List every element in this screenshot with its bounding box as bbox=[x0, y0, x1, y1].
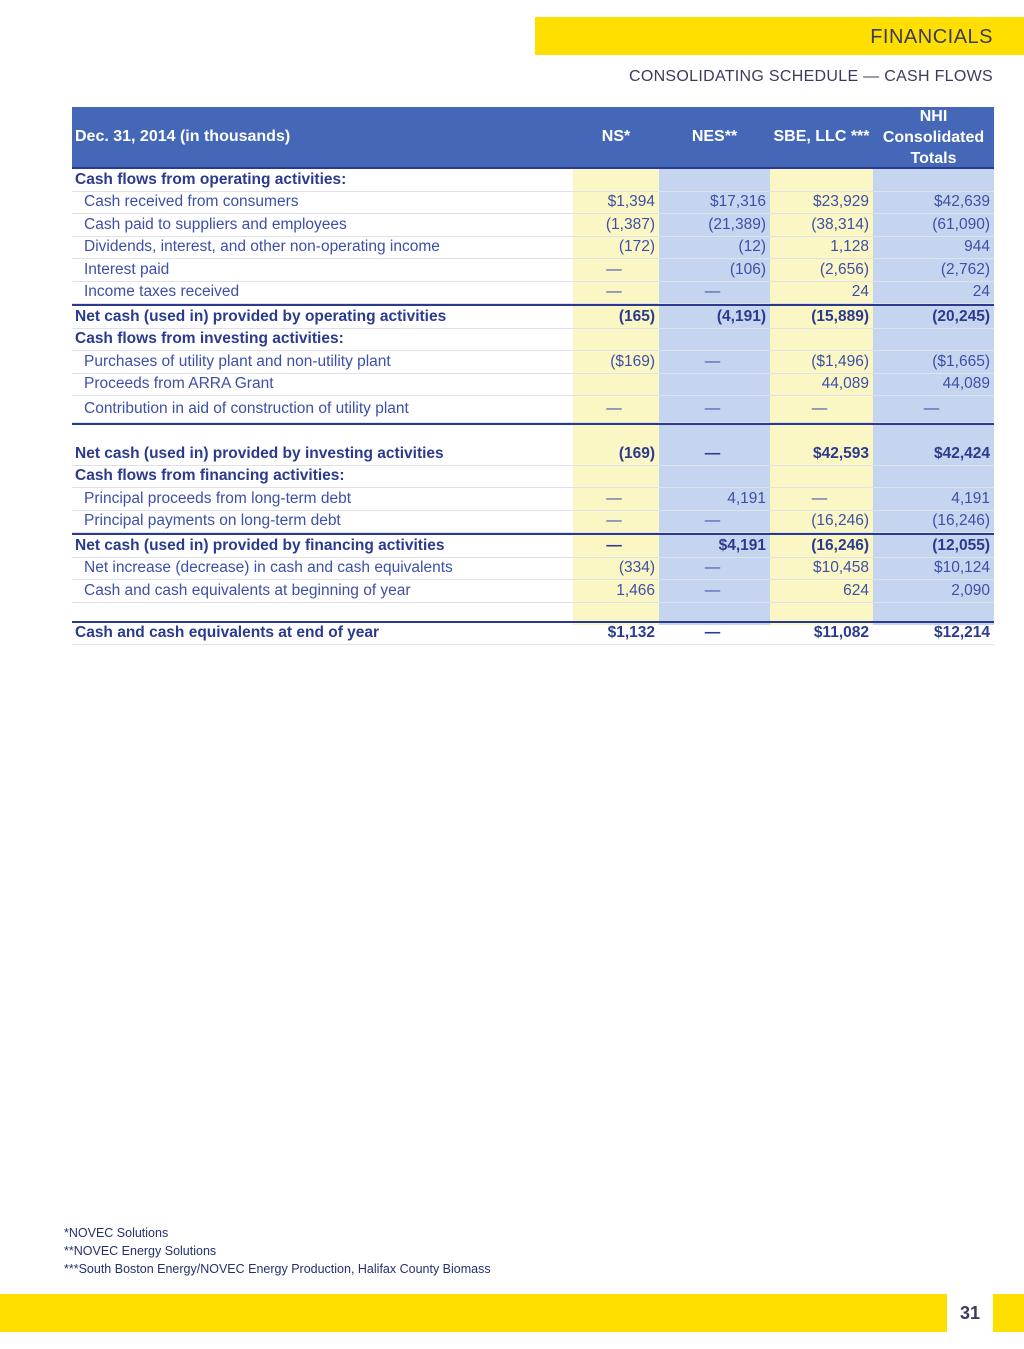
cell-nhi: $42,424 bbox=[933, 444, 990, 462]
table-row bbox=[72, 396, 994, 423]
table-row-total bbox=[72, 304, 994, 329]
table-row bbox=[72, 580, 994, 603]
cell-sbe: (16,246) bbox=[811, 536, 869, 554]
row-label: Cash paid to suppliers and employees bbox=[84, 215, 347, 233]
table-row bbox=[72, 351, 994, 374]
header-nes: NES** bbox=[691, 128, 738, 145]
row-label: Cash flows from operating activities: bbox=[75, 170, 347, 188]
table-row bbox=[72, 558, 994, 581]
row-label: Contribution in aid of construction of utility plant bbox=[84, 400, 409, 417]
table-row bbox=[72, 282, 994, 305]
cell-nhi: 24 bbox=[972, 283, 990, 301]
cell-ns: (1,387) bbox=[605, 215, 655, 233]
cell-nhi: $10,124 bbox=[933, 559, 990, 577]
table-row bbox=[72, 329, 994, 352]
cell-sbe: $42,593 bbox=[812, 444, 869, 462]
row-label: Purchases of utility plant and non-utility plant bbox=[84, 352, 391, 370]
cell-nhi: (2,762) bbox=[940, 260, 990, 278]
row-label: Net increase (decrease) in cash and cash equivalents bbox=[84, 559, 453, 577]
cell-nhi: 4,191 bbox=[951, 489, 990, 507]
cell-ns: ($169) bbox=[610, 352, 655, 370]
table-row bbox=[72, 259, 994, 282]
table-row bbox=[72, 214, 994, 237]
cell-nes: $4,191 bbox=[718, 536, 766, 554]
cell-ns: (172) bbox=[618, 238, 655, 256]
footer-accent-bar bbox=[0, 1294, 1024, 1332]
row-label: Cash flows from financing activities: bbox=[75, 467, 345, 485]
row-label: Net cash (used in) provided by investing activities bbox=[75, 444, 444, 462]
footnotes bbox=[64, 1224, 491, 1278]
cell-sbe: $11,082 bbox=[813, 624, 869, 642]
cell-ns: — bbox=[606, 489, 622, 507]
header-nhi-line1: NHI bbox=[919, 107, 948, 125]
section-spacer bbox=[72, 603, 994, 621]
table-row-total bbox=[72, 621, 994, 646]
section-divider bbox=[72, 423, 994, 443]
cell-sbe: (38,314) bbox=[811, 215, 869, 233]
cell-sbe: (16,246) bbox=[811, 512, 869, 530]
cell-ns: (169) bbox=[618, 444, 655, 462]
header-nhi-consolidated bbox=[873, 107, 994, 167]
table-row-total bbox=[72, 533, 994, 558]
cell-nes: (21,389) bbox=[708, 215, 766, 233]
cell-ns: — bbox=[606, 536, 622, 554]
footnote: *NOVEC Solutions bbox=[64, 1226, 169, 1240]
header-sbe: SBE, LLC *** bbox=[773, 128, 870, 145]
section-title: FINANCIALS bbox=[870, 26, 993, 48]
table-header bbox=[72, 107, 994, 169]
cell-ns: (165) bbox=[618, 307, 655, 325]
row-label: Cash received from consumers bbox=[84, 193, 299, 211]
row-label: Cash and cash equivalents at beginning of year bbox=[84, 581, 411, 599]
table-row bbox=[72, 192, 994, 215]
row-label: Cash flows from investing activities: bbox=[75, 330, 344, 348]
cell-nes: (106) bbox=[729, 260, 766, 278]
row-label: Interest paid bbox=[84, 260, 170, 278]
cell-ns: — bbox=[606, 260, 622, 278]
cell-nhi: 44,089 bbox=[942, 375, 990, 393]
cell-nhi: (12,055) bbox=[932, 536, 990, 554]
cell-nes: — bbox=[704, 559, 721, 577]
cell-nhi: (20,245) bbox=[932, 307, 990, 325]
cell-nhi: (61,090) bbox=[932, 215, 990, 233]
header-ns: NS* bbox=[601, 128, 631, 145]
cell-nhi: 2,090 bbox=[951, 581, 990, 599]
row-label: Proceeds from ARRA Grant bbox=[84, 375, 274, 393]
cell-sbe: (2,656) bbox=[819, 260, 869, 278]
cell-nhi: $12,214 bbox=[933, 624, 990, 642]
cell-nes: (4,191) bbox=[716, 307, 766, 325]
cell-nhi: ($1,665) bbox=[932, 352, 990, 370]
row-label: Dividends, interest, and other non-operating income bbox=[84, 238, 440, 256]
footnote: ***South Boston Energy/NOVEC Energy Production, Halifax County Biomass bbox=[64, 1262, 491, 1276]
table-row-total bbox=[72, 443, 994, 466]
table-row bbox=[72, 466, 994, 489]
cell-nes: — bbox=[704, 400, 721, 417]
table-row bbox=[72, 237, 994, 260]
cell-nes: $17,316 bbox=[709, 193, 766, 211]
table-row bbox=[72, 511, 994, 534]
cell-ns: — bbox=[606, 283, 622, 301]
cell-sbe: $23,929 bbox=[812, 193, 869, 211]
footnote: **NOVEC Energy Solutions bbox=[64, 1244, 217, 1258]
table-row bbox=[72, 169, 994, 192]
cell-sbe: 44,089 bbox=[821, 375, 869, 393]
cell-sbe: (15,889) bbox=[811, 307, 869, 325]
page-number: 31 bbox=[947, 1294, 993, 1332]
row-label: Net cash (used in) provided by financing activities bbox=[75, 536, 445, 554]
cell-nes: — bbox=[704, 512, 721, 530]
cell-sbe: — bbox=[811, 489, 828, 507]
cell-nes: (12) bbox=[738, 238, 766, 256]
cell-ns: $1,132 bbox=[607, 624, 655, 642]
cell-ns: $1,394 bbox=[607, 193, 655, 211]
cell-sbe: — bbox=[811, 400, 828, 417]
cell-nhi: (16,246) bbox=[932, 512, 990, 530]
cell-ns: (334) bbox=[618, 559, 655, 577]
cell-nes: — bbox=[704, 283, 721, 301]
cell-nes: 4,191 bbox=[727, 489, 766, 507]
header-period-label: Dec. 31, 2014 (in thousands) bbox=[75, 128, 291, 145]
cell-nes: — bbox=[704, 581, 721, 599]
cell-nhi: — bbox=[923, 400, 940, 417]
cell-nes: — bbox=[704, 624, 721, 642]
header-nhi-line2: Consolidated bbox=[882, 128, 985, 146]
table-row bbox=[72, 374, 994, 397]
page-subtitle: CONSOLIDATING SCHEDULE — CASH FLOWS bbox=[628, 68, 993, 85]
cell-sbe: 1,128 bbox=[830, 238, 869, 256]
cell-ns: — bbox=[606, 400, 622, 417]
cell-sbe: 24 bbox=[851, 283, 869, 301]
cell-nes: — bbox=[704, 444, 721, 462]
cell-nhi: 944 bbox=[964, 238, 990, 256]
cell-nes: — bbox=[704, 352, 721, 370]
table-row bbox=[72, 488, 994, 511]
cell-sbe: 624 bbox=[843, 581, 869, 599]
cell-ns: 1,466 bbox=[616, 581, 655, 599]
row-label: Principal payments on long-term debt bbox=[84, 512, 341, 530]
row-label: Income taxes received bbox=[84, 283, 240, 301]
row-label: Principal proceeds from long-term debt bbox=[84, 489, 352, 507]
row-label: Cash and cash equivalents at end of year bbox=[75, 624, 380, 642]
table-body bbox=[72, 169, 994, 645]
cell-sbe: ($1,496) bbox=[811, 352, 869, 370]
cell-ns: — bbox=[606, 512, 622, 530]
cell-nhi: $42,639 bbox=[933, 193, 990, 211]
cell-sbe: $10,458 bbox=[812, 559, 869, 577]
header-nhi-line3: Totals bbox=[910, 149, 957, 167]
row-label: Net cash (used in) provided by operating activities bbox=[75, 307, 447, 325]
